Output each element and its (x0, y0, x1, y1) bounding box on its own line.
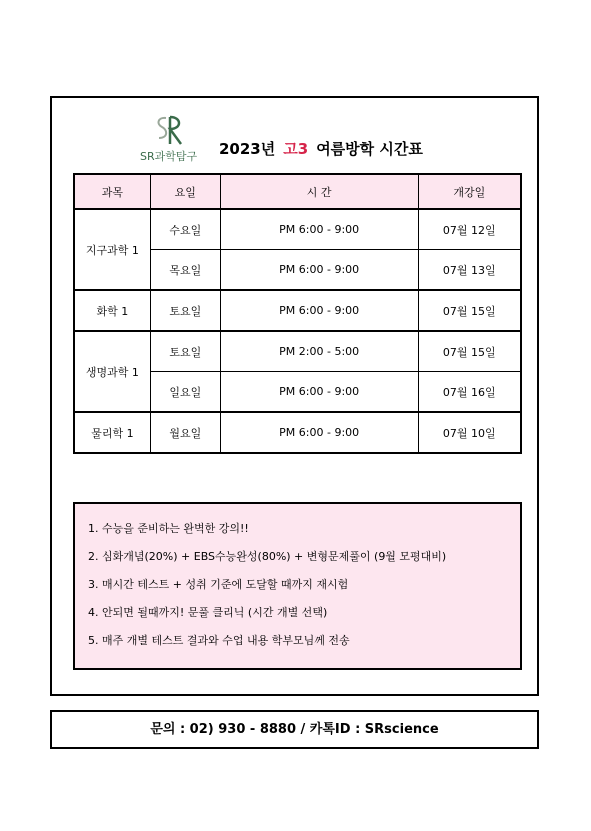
time-cell: PM 2:00 - 5:00 (220, 331, 418, 372)
sr-logo (140, 114, 200, 162)
logo-text: SR과학탐구 (140, 150, 198, 163)
page-title (219, 138, 431, 159)
day-cell: 일요일 (150, 372, 220, 413)
time-cell: PM 6:00 - 9:00 (220, 372, 418, 413)
subject-cell: 지구과학 1 (74, 209, 150, 290)
title-grade: 고3 (283, 140, 309, 158)
start-date-cell: 07월 12일 (418, 209, 521, 250)
time-cell: PM 6:00 - 9:00 (220, 209, 418, 250)
time-cell: PM 6:00 - 9:00 (220, 412, 418, 453)
table-row (74, 331, 521, 372)
column-header-subject: 과목 (74, 174, 150, 209)
title-rest: 여름방학 시간표 (316, 140, 423, 158)
table-row (74, 290, 521, 331)
start-date-cell: 07월 10일 (418, 412, 521, 453)
column-header-start-date: 개강일 (418, 174, 521, 209)
contact-text: 문의 : 02) 930 - 8880 / 카톡ID : SRscience (150, 722, 439, 737)
day-cell: 토요일 (150, 290, 220, 331)
day-cell: 수요일 (150, 209, 220, 250)
day-cell: 목요일 (150, 250, 220, 291)
note-item: 3. 매시간 테스트 + 성취 기준에 도달할 때까지 재시험 (88, 578, 349, 591)
start-date-cell: 07월 13일 (418, 250, 521, 291)
subject-cell: 화학 1 (74, 290, 150, 331)
day-cell: 토요일 (150, 331, 220, 372)
subject-cell: 생명과학 1 (74, 331, 150, 412)
contact-box (50, 710, 539, 749)
note-item: 4. 안되면 될때까지! 문풀 클리닉 (시간 개별 선택) (88, 606, 328, 619)
column-header-time: 시 간 (220, 174, 418, 209)
table-row (74, 412, 521, 453)
schedule-frame (50, 96, 539, 696)
column-header-day: 요일 (150, 174, 220, 209)
schedule-table (73, 173, 522, 454)
day-cell: 월요일 (150, 412, 220, 453)
start-date-cell: 07월 15일 (418, 290, 521, 331)
note-item: 2. 심화개념(20%) + EBS수능완성(80%) + 변형문제풀이 (9월 모평대비) (88, 550, 447, 563)
start-date-cell: 07월 16일 (418, 372, 521, 413)
notes-box (73, 502, 522, 670)
time-cell: PM 6:00 - 9:00 (220, 250, 418, 291)
title-year: 2023년 (219, 140, 276, 158)
time-cell: PM 6:00 - 9:00 (220, 290, 418, 331)
note-item: 1. 수능을 준비하는 완벽한 강의!! (88, 522, 249, 535)
sr-monogram-icon (148, 114, 190, 150)
start-date-cell: 07월 15일 (418, 331, 521, 372)
table-header-row (74, 174, 521, 209)
table-row (74, 209, 521, 250)
note-item: 5. 매주 개별 테스트 결과와 수업 내용 학부모님께 전송 (88, 634, 350, 647)
subject-cell: 물리학 1 (74, 412, 150, 453)
